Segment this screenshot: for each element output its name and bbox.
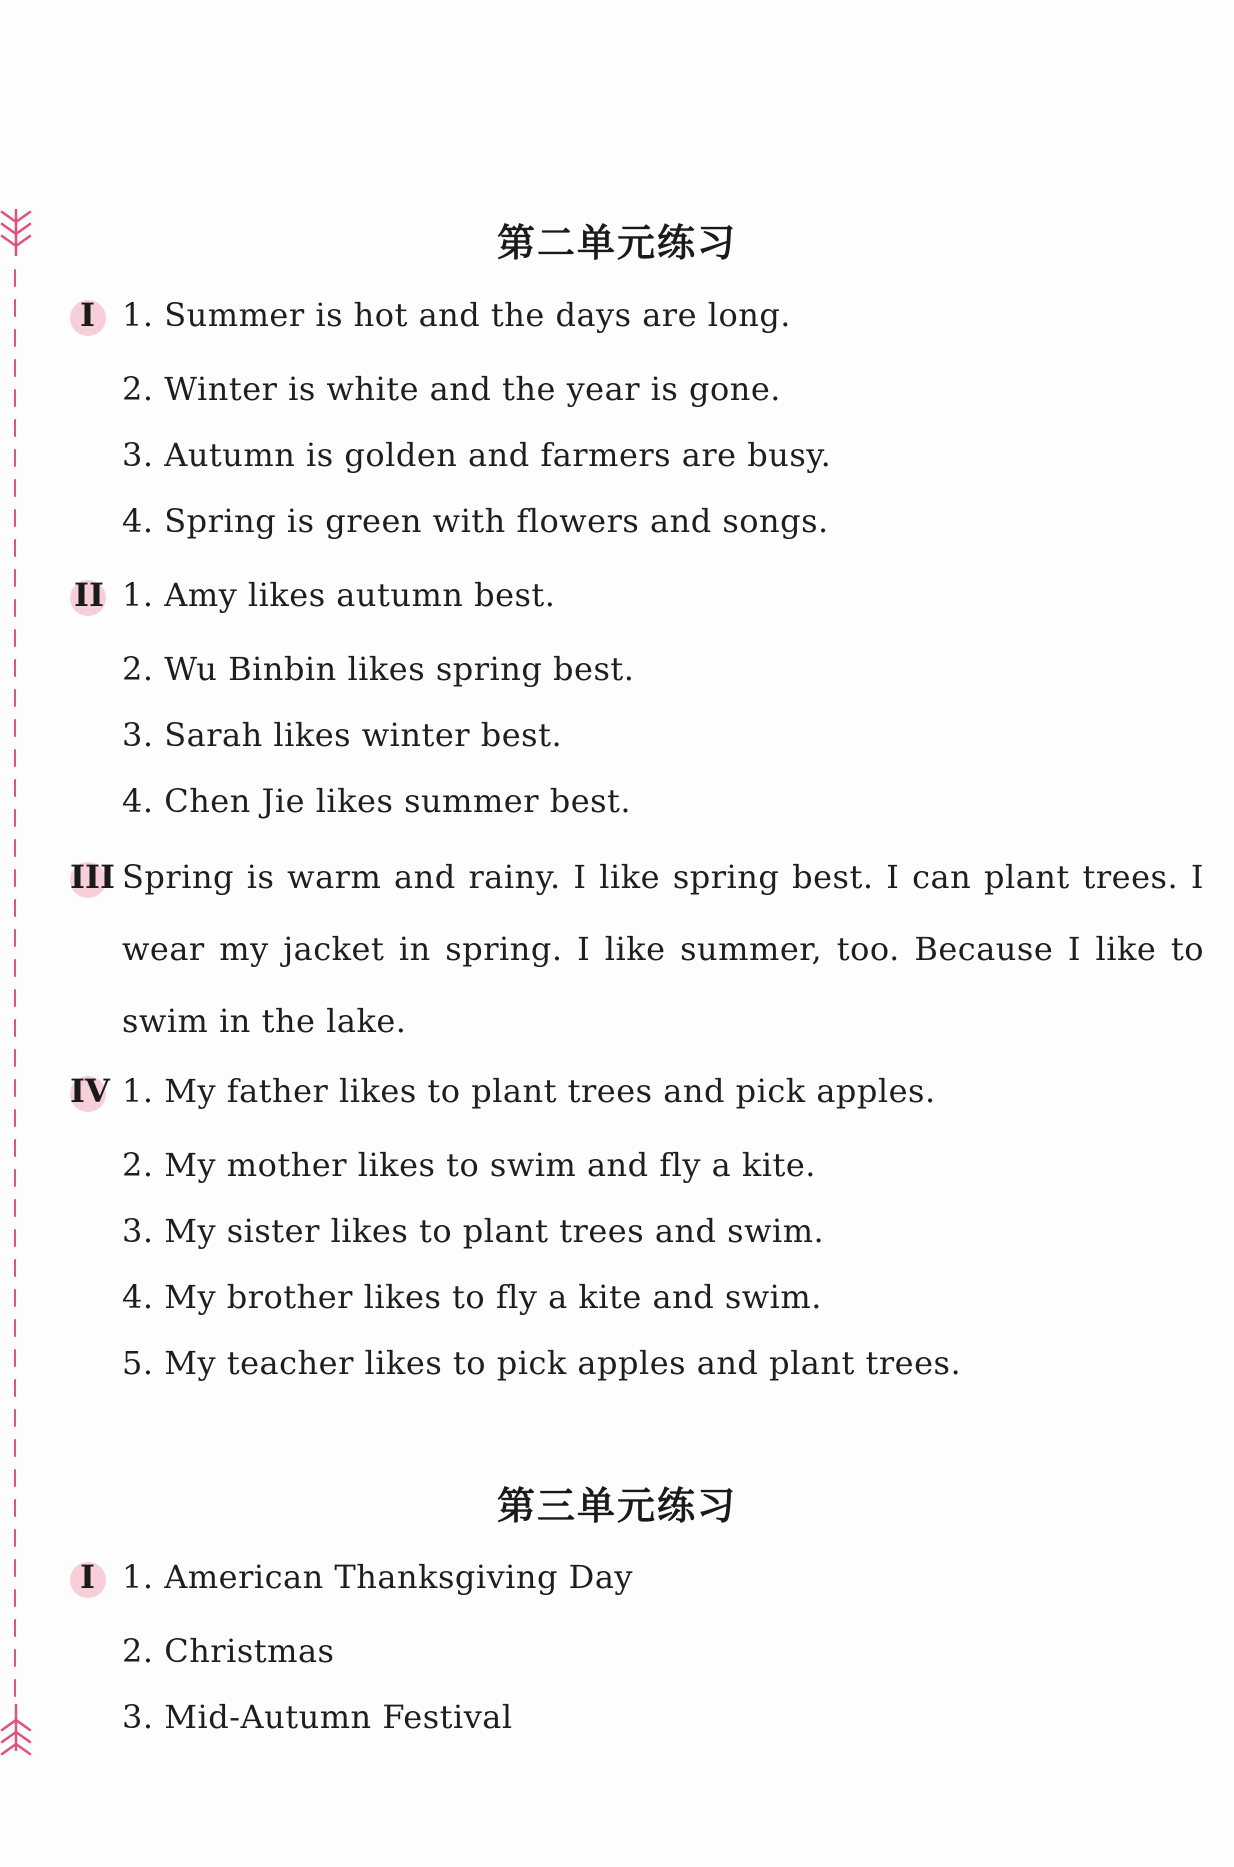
unit2-part4-line-4: 4. My brother likes to fly a kite and swim.: [122, 1278, 822, 1316]
unit2-part4-line-5: 5. My teacher likes to pick apples and plant trees.: [122, 1344, 962, 1382]
unit2-part2-line-2: 2. Wu Binbin likes spring best.: [122, 650, 635, 688]
unit3-part1-line-3: 3. Mid-Autumn Festival: [122, 1698, 513, 1736]
unit3-part1-line-2: 2. Christmas: [122, 1632, 335, 1670]
unit2-part1-line-3: 3. Autumn is golden and farmers are busy.: [122, 436, 832, 474]
unit2-part2-line-3: 3. Sarah likes winter best.: [122, 716, 563, 754]
unit2-part4-line-1: 1. My father likes to plant trees and pick apples.: [122, 1072, 936, 1110]
unit3-title: 第三单元练习: [496, 1484, 737, 1528]
unit2-part3-paragraph: Spring is warm and rainy. I like spring best. I can plant trees. I wear my jacket in spring. I like summer, too. Because I like to swim in the lake.: [122, 858, 1204, 1040]
margin-decoration: [0, 0, 40, 1867]
unit2-part1-numeral: I: [80, 296, 95, 334]
unit2-part2-numeral: II: [74, 576, 104, 614]
unit2-part4-line-3: 3. My sister likes to plant trees and swim.: [122, 1212, 825, 1250]
unit2-part2-line-1: 1. Amy likes autumn best.: [122, 576, 556, 614]
unit2-part1-line-2: 2. Winter is white and the year is gone.: [122, 370, 781, 408]
unit2-part4-numeral: IV: [70, 1072, 110, 1110]
unit2-part4-line-2: 2. My mother likes to swim and fly a kite.: [122, 1146, 816, 1184]
unit3-part1-line-1: 1. American Thanksgiving Day: [122, 1558, 633, 1596]
unit2-part1-line-4: 4. Spring is green with flowers and songs.: [122, 502, 829, 540]
unit2-part1-line-1: 1. Summer is hot and the days are long.: [122, 296, 791, 334]
unit2-part2-line-4: 4. Chen Jie likes summer best.: [122, 782, 632, 820]
unit2-part3-numeral: III: [70, 858, 115, 896]
unit3-part1-numeral: I: [80, 1558, 95, 1596]
unit2-title: 第二单元练习: [496, 221, 737, 265]
